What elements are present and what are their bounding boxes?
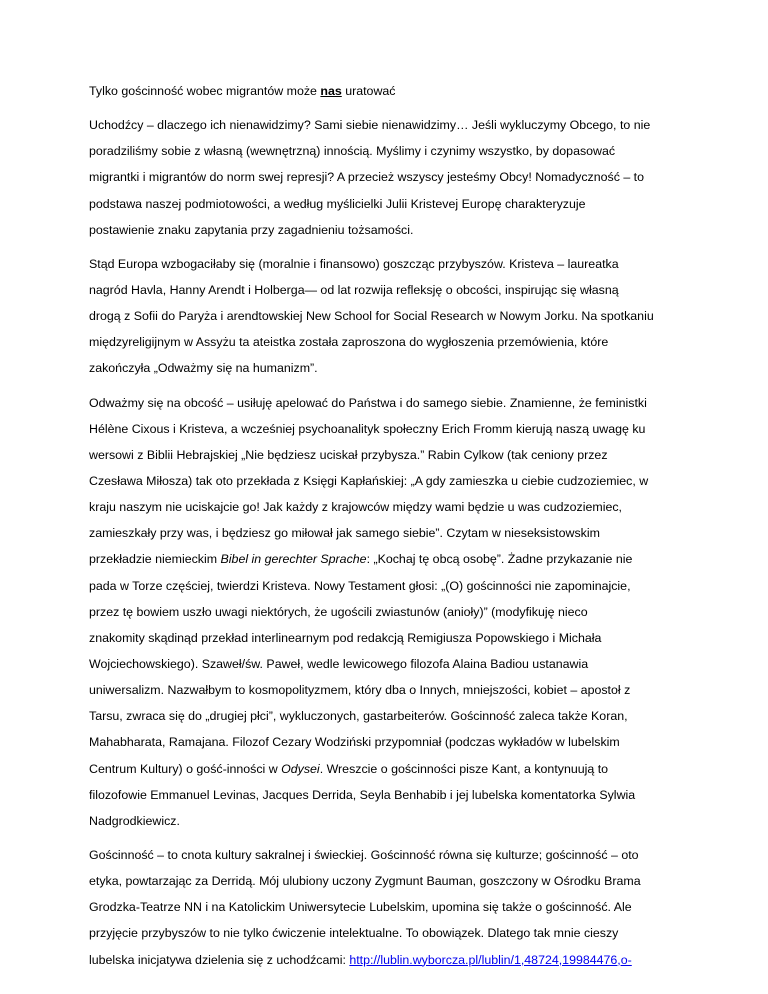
paragraph-line: międzyreligijnym w Assyżu ta ateistka została zaproszona do wygłoszenia przemówienia, które: [89, 335, 609, 350]
paragraph-line: [89, 756, 675, 782]
paragraph-2: [89, 251, 675, 382]
title-text-2: uratować: [341, 84, 396, 98]
paragraph-line: [89, 546, 675, 572]
paragraph-line: Hélène Cixous i Kristeva, a wcześniej psychoanalityk społeczny Erich Fromm kierują naszą uwagę ku: [89, 421, 646, 436]
paragraph-line: Uchodźcy – dlaczego ich nienawidzimy? Sami siebie nienawidzimy… Jeśli wykluczymy Obcego, to nie: [89, 118, 651, 133]
paragraph-line: pada w Torze częściej, twierdzi Kristeva. Nowy Testament głosi: „(O) gościnności nie zapominajcie,: [89, 578, 631, 593]
document-page: [89, 78, 675, 973]
paragraph-line: Wojciechowskiego). Szaweł/św. Paweł, wedle lewicowego filozofa Alaina Badiou ustanawia: [89, 656, 589, 671]
paragraph-4: [89, 842, 675, 973]
paragraph-line: zakończyła „Odważmy się na humanizm”.: [89, 361, 318, 376]
paragraph-line: poradziliśmy sobie z własną (wewnętrzną) innością. Myślimy i czynimy wszystko, by dopasować: [89, 144, 616, 159]
paragraph-line: Tarsu, zwraca się do „drugiej płci”, wykluczonych, gastarbeiterów. Gościnność zaleca także Koran,: [89, 709, 628, 724]
paragraph-line: zamieszkały przy was, i będziesz go miłował jak samego siebie”. Czytam w nieseksistowskim: [89, 526, 600, 541]
line-text: Centrum Kultury) o gość-inności w: [89, 761, 282, 776]
paragraph-line: Nadgrodkiewicz.: [89, 813, 180, 828]
italic-title: Odysei: [281, 761, 320, 776]
line-text: . Wreszcie o gościnności pisze Kant, a kontynuują to: [319, 761, 609, 776]
paragraph-3: [89, 390, 675, 834]
paragraph-line: Grodzka-Teatrze NN i na Katolickim Uniwersytecie Lubelskim, upomina się także o gościnność. Ale: [89, 900, 632, 915]
paragraph-line: znakomity skądinąd przekład interlinearnym pod redakcją Remigiusza Popowskiego i Michała: [89, 630, 602, 645]
document-title: [89, 78, 675, 104]
italic-title: Bibel in gerechter Sprache: [220, 552, 367, 567]
paragraph-line: [89, 947, 675, 973]
title-text-1: Tylko gościnność wobec migrantów może: [89, 84, 321, 98]
article-link[interactable]: http://lublin.wyborcza.pl/lublin/1,48724,19984476,o-: [349, 952, 632, 967]
line-text: przekładzie niemieckim: [89, 552, 221, 567]
paragraph-line: przez tę bowiem uszło uwagi niektórych, że ugościli zwiastunów (anioły)” (modyfikuję nieco: [89, 604, 588, 619]
paragraph-line: nagród Havla, Hanny Arendt i Holberga— od lat rozwija refleksję o obcości, inspirując się własną: [89, 282, 619, 297]
paragraph-line: postawienie znaku zapytania przy zagadnieniu tożsamości.: [89, 222, 414, 237]
paragraph-line: Czesława Miłosza) tak oto przekłada z Księgi Kapłańskiej: „A gdy zamieszka u ciebie cudzoziemiec, w: [89, 473, 649, 488]
title-emphasis: nas: [320, 84, 342, 98]
line-text: : „Kochaj tę obcą osobę”. Żadne przykazanie nie: [366, 552, 633, 567]
paragraph-line: kraju naszym nie uciskajcie go! Jak każdy z krajowców między wami będzie u was cudzoziemiec,: [89, 500, 623, 515]
paragraph-line: uniwersalizm. Nazwałbym to kosmopolityzmem, który dba o Innych, mniejszości, kobiet – apostoł z: [89, 683, 631, 698]
paragraph-line: podstawa naszej podmiotowości, a według myślicielki Julii Kristevej Europę charakteryzuje: [89, 196, 586, 211]
paragraph-line: Odważmy się na obcość – usiłuję apelować do Państwa i do samego siebie. Znamienne, że feministki: [89, 395, 647, 410]
paragraph-line: Gościnność – to cnota kultury sakralnej i świeckiej. Gościnność równa się kulturze; gościnność – oto: [89, 847, 639, 862]
paragraph-line: Mahabharata, Ramajana. Filozof Cezary Wodziński przypomniał (podczas wykładów w lubelskim: [89, 735, 620, 750]
paragraph-line: przyjęcie przybyszów to nie tylko ćwiczenie intelektualne. To obowiązek. Dlatego tak mnie cieszy: [89, 926, 619, 941]
paragraph-1: [89, 112, 675, 243]
paragraph-line: filozofowie Emmanuel Levinas, Jacques Derrida, Seyla Benhabib i jej lubelska komentatorka Sylwia: [89, 787, 636, 802]
paragraph-line: Stąd Europa wzbogaciłaby się (moralnie i finansowo) goszcząc przybyszów. Kristeva – laureatka: [89, 256, 619, 271]
paragraph-line: wersowi z Biblii Hebrajskiej „Nie będziesz uciskał przybysza.” Rabin Cylkow (tak ceniony przez: [89, 447, 608, 462]
paragraph-line: drogą z Sofii do Paryża i arendtowskiej New School for Social Research w Nowym Jorku. Na spotkaniu: [89, 309, 654, 324]
line-text: lubelska inicjatywa dzielenia się z uchodźcami:: [89, 952, 350, 967]
paragraph-line: migrantki i migrantów do norm swej represji? A przecież wszyscy jesteśmy Obcy! Nomadyczność – to: [89, 170, 645, 185]
paragraph-line: etyka, powtarzając za Derridą. Mój ulubiony uczony Zygmunt Bauman, goszczony w Ośrodku Brama: [89, 874, 641, 889]
